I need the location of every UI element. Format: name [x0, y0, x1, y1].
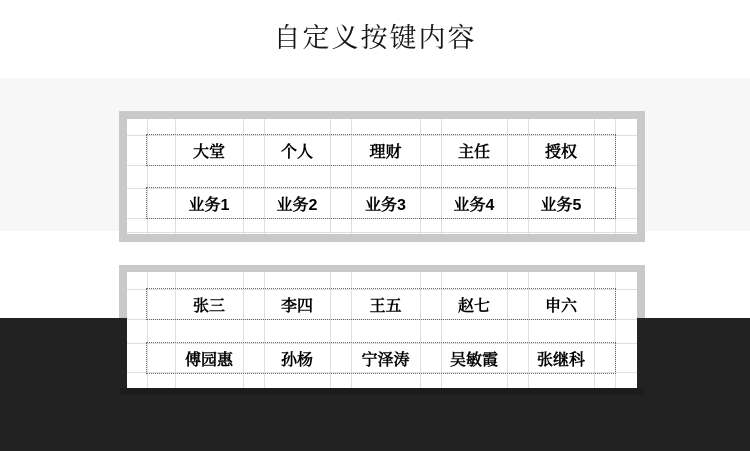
spreadsheet-grid-function-keys [127, 119, 637, 234]
grid-cell[interactable]: 李四 [280, 297, 313, 315]
grid-cell[interactable]: 业务5 [540, 196, 582, 214]
grid-cell[interactable]: 宁泽涛 [361, 351, 410, 369]
grid-cell[interactable]: 理财 [369, 143, 402, 161]
grid-cell[interactable]: 业务2 [276, 196, 318, 214]
grid-cell[interactable]: 业务1 [188, 196, 230, 214]
grid-cell[interactable]: 业务3 [365, 196, 406, 214]
grid-cell[interactable]: 孙杨 [280, 351, 313, 369]
grid-cell[interactable]: 大堂 [192, 143, 225, 161]
grid-cell[interactable]: 赵七 [457, 297, 490, 315]
grid-cell[interactable]: 傅园惠 [184, 351, 233, 369]
panel-function-keys [119, 111, 645, 242]
grid-cell[interactable]: 张三 [192, 297, 225, 315]
grid-cell[interactable]: 张继科 [536, 351, 585, 369]
grid-cell[interactable]: 主任 [457, 143, 490, 161]
grid-cell[interactable]: 业务4 [453, 196, 495, 214]
spreadsheet-grid-person-names [127, 272, 637, 389]
grid-cell[interactable]: 吴敏霞 [449, 351, 498, 369]
page-title: 自定义按键内容 [273, 23, 477, 53]
grid-cell[interactable]: 王五 [369, 297, 402, 315]
panel-bottom-edge-shadow [119, 388, 645, 395]
grid-cell[interactable]: 授权 [544, 143, 577, 161]
panel-person-names [119, 265, 645, 395]
grid-cell[interactable]: 申六 [544, 297, 577, 315]
grid-cell[interactable]: 个人 [280, 143, 313, 161]
